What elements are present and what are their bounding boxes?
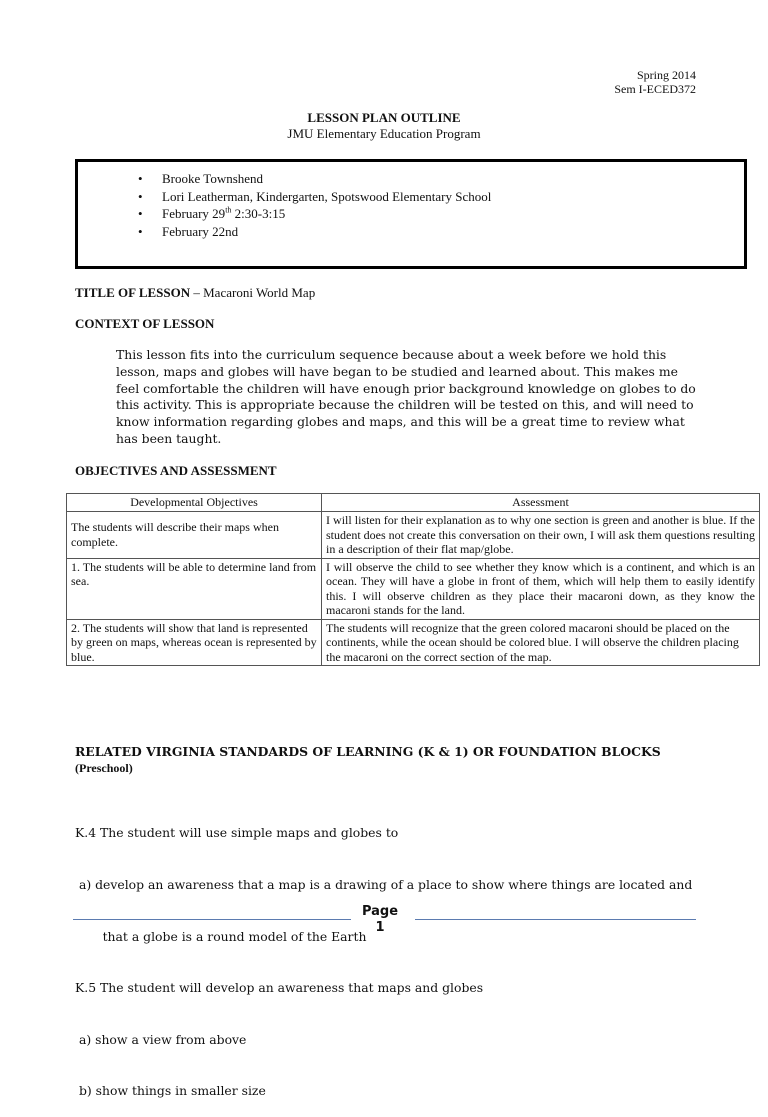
bullet-icon: • xyxy=(138,188,143,204)
standards-line: K.4 The student will use simple maps and globes to xyxy=(75,825,399,841)
objective-cell: The students will describe their maps when complete. xyxy=(67,512,322,559)
page-number-value: 1 xyxy=(375,920,385,935)
list-item xyxy=(138,188,491,206)
date-suffix: th xyxy=(225,205,232,215)
info-list xyxy=(138,170,491,240)
page-number xyxy=(360,904,400,936)
document-header xyxy=(614,68,696,96)
context-paragraph: This lesson fits into the curriculum sequence because about a week before we hold this lesson, maps and globes will have began to be studied and learned about. This makes me feel comfortable the children will have enough prior background knowledge on globes to do this activity. This is appropriate because the children will be tested on this, and will need to know information regarding globes and maps, and this will be a great time to review what has been taught. xyxy=(116,347,696,446)
objectives-table xyxy=(66,493,760,666)
lesson-title-value: – Macaroni World Map xyxy=(190,285,316,300)
lesson-date: February 29 xyxy=(162,206,226,221)
bullet-icon: • xyxy=(138,206,143,221)
teacher-info: Lori Leatherman, Kindergarten, Spotswood Elementary School xyxy=(162,188,492,204)
column-header-objectives: Developmental Objectives xyxy=(67,494,322,512)
assessment-cell: I will observe the child to see whether they know which is a continent, and which is an ocean. They will have a globe in front of them, which will help them to easily identify this. I will observe children as they place their macaroni down, as they know the macaroni stands for the land. xyxy=(322,558,760,619)
lesson-title-heading xyxy=(75,285,315,301)
objective-cell: 1. The students will be able to determine land from sea. xyxy=(67,558,322,619)
standards-body xyxy=(75,790,692,1117)
standards-sublabel: (Preschool) xyxy=(75,761,133,775)
standards-heading xyxy=(75,744,661,776)
list-item xyxy=(138,170,491,188)
standards-line: that a globe is a round model of the Earth xyxy=(75,928,367,944)
program-name: JMU Elementary Education Program xyxy=(287,126,481,141)
standards-line: a) develop an awareness that a map is a drawing of a place to show where things are located and xyxy=(75,877,693,893)
context-heading: CONTEXT OF LESSON xyxy=(75,316,215,331)
page-title: LESSON PLAN OUTLINE xyxy=(307,110,461,125)
page-label: Page xyxy=(361,904,399,919)
assessment-cell: The students will recognize that the green colored macaroni should be placed on the continents, while the ocean should be colored blue. I will observe the children placing the macaroni on the correct section of the map. xyxy=(322,619,760,666)
second-date: February 22nd xyxy=(162,223,239,239)
table-row xyxy=(67,619,760,666)
column-header-assessment: Assessment xyxy=(322,494,760,512)
list-item xyxy=(138,205,491,223)
footer-divider-right xyxy=(415,919,696,920)
lesson-title-label: TITLE OF LESSON xyxy=(75,285,191,300)
objective-cell: 2. The students will show that land is represented by green on maps, whereas ocean is represented by blue. xyxy=(67,619,322,666)
table-header-row xyxy=(67,494,760,512)
table-row xyxy=(67,558,760,619)
author-name: Brooke Townshend xyxy=(162,171,264,186)
assessment-cell: I will listen for their explanation as to why one section is green and another is blue. If the student does not create this conversation on their own, I will ask them questions resulting in a description of their flat map/globe. xyxy=(322,512,760,559)
bullet-icon: • xyxy=(138,223,143,239)
objectives-heading: OBJECTIVES AND ASSESSMENT xyxy=(75,463,277,478)
bullet-icon: • xyxy=(138,171,143,186)
footer-divider-left xyxy=(73,919,351,920)
info-box xyxy=(75,159,747,269)
term-label: Spring 2014 xyxy=(636,68,696,82)
standards-line: K.5 The student will develop an awareness that maps and globes xyxy=(75,980,484,996)
standards-line: b) show things in smaller size xyxy=(75,1083,266,1099)
standards-line: a) show a view from above xyxy=(75,1031,247,1047)
standards-label: RELATED VIRGINIA STANDARDS OF LEARNING (K & 1) OR FOUNDATION BLOCKS xyxy=(75,744,661,759)
list-item xyxy=(138,223,491,241)
lesson-time: 2:30-3:15 xyxy=(231,206,286,221)
document-title xyxy=(0,110,768,142)
table-row xyxy=(67,512,760,559)
course-label: Sem I-ECED372 xyxy=(614,82,696,96)
